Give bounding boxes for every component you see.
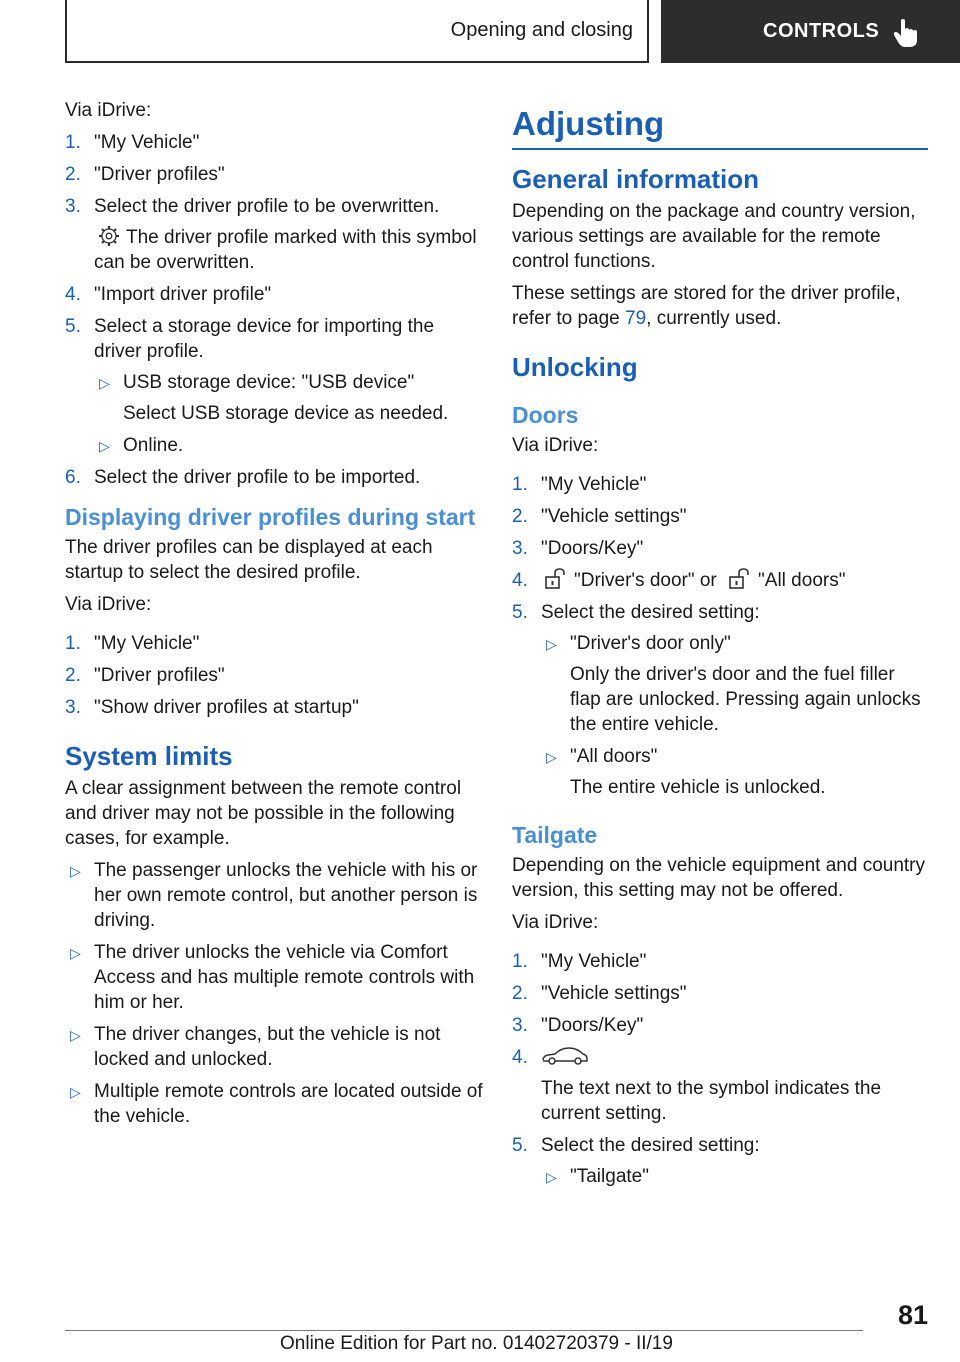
list-item: ▷ "Tailgate" <box>541 1164 928 1189</box>
list-item: 5. Select the desired setting: ▷ "Driver's door only" Only the driver's door and the fuel filler flap are unlocked. Pressing again unlocks the entire vehicle. ▷ "All doors" The entire vehicle is unlocked. <box>512 600 928 800</box>
list-item: ▷ USB storage device: "USB device" Select USB storage device as needed. <box>94 370 485 426</box>
list-item: 1. "My Vehicle" <box>65 132 200 153</box>
doors-options-list <box>541 631 928 800</box>
step3-note: The driver profile marked with this symbol can be overwritten. <box>94 227 477 273</box>
car-tailgate-icon <box>541 1045 589 1067</box>
section-title: Opening and closing <box>450 19 633 41</box>
triangle-bullet-icon: ▷ <box>99 375 110 391</box>
list-item: 2. "Driver profiles" <box>65 665 225 686</box>
storage-options-list <box>94 370 485 458</box>
list-item: 1. "My Vehicle" <box>512 951 647 972</box>
triangle-bullet-icon: ▷ <box>546 749 557 765</box>
list-item: ▷ Multiple remote controls are located outside of the vehicle. <box>70 1081 483 1127</box>
edition-footer: Online Edition for Part no. 01402720379 - II/19 <box>280 1333 673 1354</box>
section-heading-general-information: General information <box>512 164 760 194</box>
triangle-bullet-icon: ▷ <box>546 1169 557 1185</box>
list-item: ▷ The passenger unlocks the vehicle with his or her own remote control, but another person is driving. <box>70 860 478 931</box>
list-item: 4. "Driver's door" or "All doors" <box>512 570 846 591</box>
step-number: 1. <box>65 633 81 654</box>
section-heading-unlocking: Unlocking <box>512 352 638 382</box>
triangle-bullet-icon: ▷ <box>70 863 81 879</box>
step-number: 2. <box>65 164 81 185</box>
triangle-bullet-icon: ▷ <box>99 438 110 454</box>
step-number: 1. <box>512 951 528 972</box>
running-header-chapter <box>661 0 960 63</box>
step-number: 1. <box>512 474 528 495</box>
list-item: ▷ "Driver's door only" Only the driver's door and the fuel filler flap are unlocked. Pressing again unlocks the entire vehicle. <box>546 633 921 735</box>
list-item: 5. Select a storage device for importing the driver profile. ▷ USB storage device: "USB device" Select USB storage device as needed. ▷ Online. <box>65 314 485 458</box>
step-number: 4. <box>512 1047 528 1068</box>
list-item: 1. "My Vehicle" <box>512 474 647 495</box>
list-item: ▷ The driver changes, but the vehicle is not locked and unlocked. <box>70 1024 441 1070</box>
step-number: 3. <box>65 697 81 718</box>
unlock-icon <box>728 568 752 590</box>
step-number: 3. <box>65 196 81 217</box>
section-heading-display-profiles: Displaying driver profiles during start <box>65 504 476 530</box>
triangle-bullet-icon: ▷ <box>546 636 557 652</box>
tailgate-text: Depending on the vehicle equipment and country version, this setting may not be offered. <box>512 855 926 901</box>
tailgate-options-list <box>541 1164 928 1189</box>
system-limits-list <box>65 858 485 1129</box>
step-number: 3. <box>512 538 528 559</box>
list-item: ▷ The driver unlocks the vehicle via Comfort Access and has multiple remote controls with him or her. <box>70 942 475 1013</box>
list-item: 3. Select the driver profile to be overwritten. The driver profile marked with this symbol can be overwritten. <box>65 194 485 275</box>
step-number: 3. <box>512 1015 528 1036</box>
subsection-heading-doors: Doors <box>512 402 579 428</box>
system-limits-text: A clear assignment between the remote control and driver may not be possible in the following cases, for example. <box>65 778 462 849</box>
subsection-heading-tailgate: Tailgate <box>512 822 598 848</box>
step-number: 2. <box>512 506 528 527</box>
triangle-bullet-icon: ▷ <box>70 945 81 961</box>
tailgate-via-idrive: Via iDrive: <box>512 912 599 933</box>
display-steps-list <box>65 631 485 720</box>
footer-divider <box>65 1330 863 1331</box>
step-number: 1. <box>65 132 81 153</box>
step-number: 5. <box>65 316 81 337</box>
chapter-title: CONTROLS <box>763 20 880 42</box>
page-number: 81 <box>897 1300 928 1330</box>
list-item: ▷ "All doors" The entire vehicle is unlocked. <box>546 746 826 798</box>
list-item: 2. "Vehicle settings" <box>512 983 687 1004</box>
usb-note: Select USB storage device as needed. <box>123 403 449 424</box>
page-reference-link[interactable]: 79 <box>625 308 647 329</box>
section-heading-system-limits: System limits <box>65 741 233 771</box>
unlock-icon <box>544 568 568 590</box>
intro-via-idrive: Via iDrive: <box>65 100 152 121</box>
list-item: 4. "Import driver profile" <box>65 284 272 305</box>
import-steps-list <box>65 130 485 490</box>
running-header-section <box>65 0 649 63</box>
display-profiles-text: The driver profiles can be displayed at each startup to select the desired profile. <box>65 537 433 583</box>
left-column <box>65 98 485 1136</box>
doors-via-idrive: Via iDrive: <box>512 435 599 456</box>
stored-settings-text: These settings are stored for the driver profile, refer to page 79, currently used. <box>512 283 901 329</box>
gear-icon <box>98 225 120 247</box>
list-item: 3. "Doors/Key" <box>512 538 644 559</box>
step-number: 6. <box>65 467 81 488</box>
display-via-idrive: Via iDrive: <box>65 594 152 615</box>
doors-steps-list <box>512 472 928 800</box>
tailgate-steps-list <box>512 949 928 1189</box>
list-item: 2. "Vehicle settings" <box>512 506 687 527</box>
step-number: 2. <box>65 665 81 686</box>
page-title: Adjusting <box>512 102 928 150</box>
list-item: 3. "Show driver profiles at startup" <box>65 697 359 718</box>
step-number: 4. <box>65 284 81 305</box>
triangle-bullet-icon: ▷ <box>70 1084 81 1100</box>
list-item <box>512 1045 928 1126</box>
list-item: 2. "Driver profiles" <box>65 164 225 185</box>
list-item: ▷ Online. <box>94 433 485 458</box>
list-item: 1. "My Vehicle" <box>65 633 200 654</box>
general-information-text: Depending on the package and country version, various settings are available for the remote control functions. <box>512 201 916 272</box>
list-item: 6. Select the driver profile to be imported. <box>65 467 421 488</box>
list-item: 3. "Doors/Key" <box>512 1015 644 1036</box>
hand-pointer-icon <box>893 18 919 48</box>
right-column <box>512 102 928 1196</box>
step-number: 4. <box>512 570 528 591</box>
step-number: 2. <box>512 983 528 1004</box>
triangle-bullet-icon: ▷ <box>70 1027 81 1043</box>
step-number: 5. <box>512 1135 528 1156</box>
tailgate-step4-note: The text next to the symbol indicates the current setting. <box>541 1078 882 1124</box>
step-number: 5. <box>512 602 528 623</box>
list-item: 5. Select the desired setting: ▷ "Tailgate" <box>512 1133 928 1189</box>
